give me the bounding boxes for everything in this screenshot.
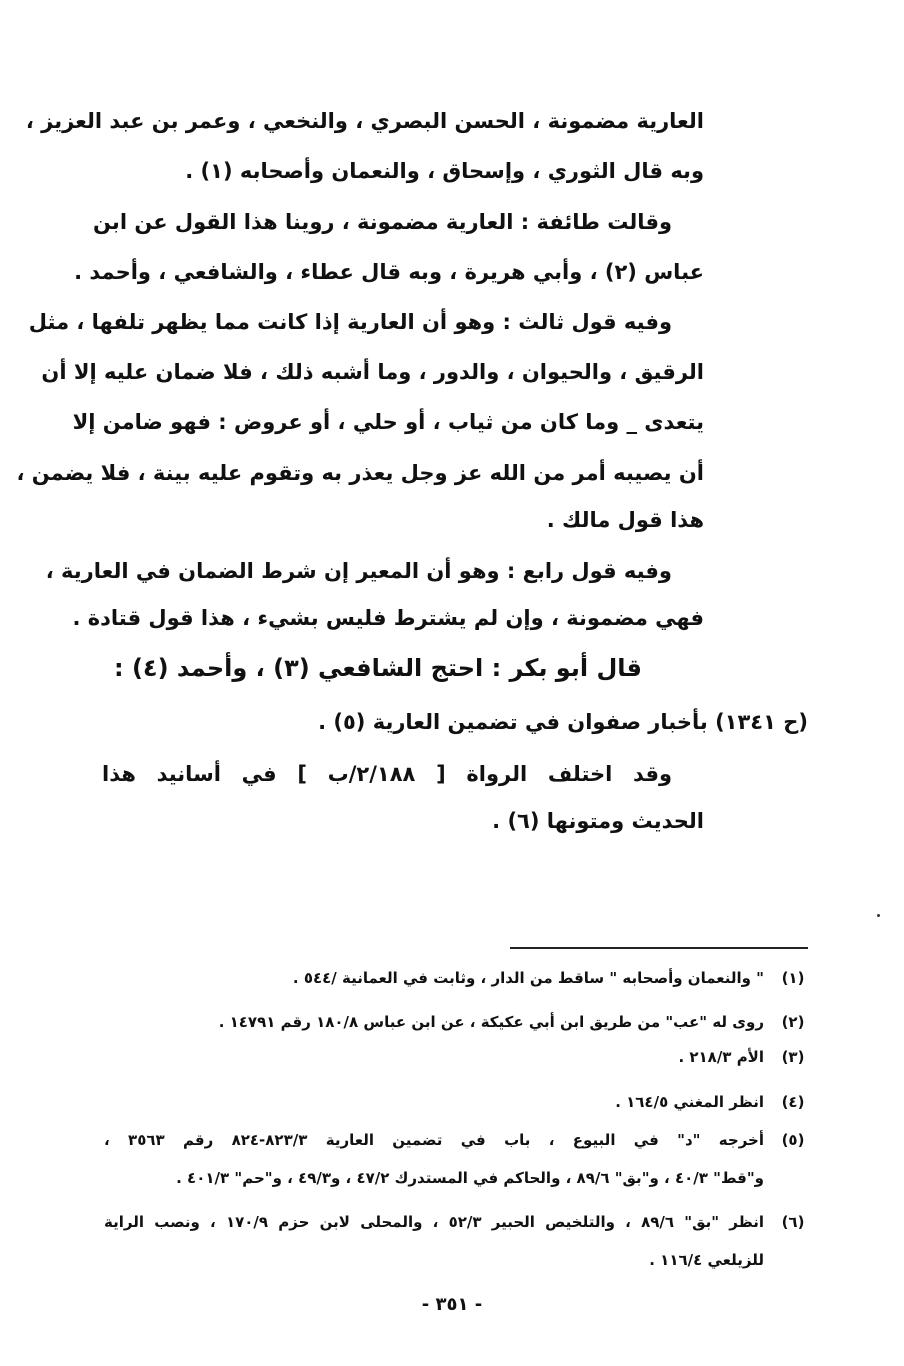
body-line-2: وبه قال الثوري ، وإسحاق ، والنعمان وأصحابه (١) . [185,159,704,183]
body-line-1: العارية مضمونة ، الحسن البصري ، والنخعي ، وعمر بن عبد العزيز ، [25,109,704,133]
hadith-reference: (ح ١٣٤١) بأخبار صفوان في تضمين العارية (٥) . [318,710,808,734]
footnote-number: (٣) [781,1048,805,1066]
page-number: - ٣٥١ - [421,1294,483,1315]
footnote-number: (١) [781,969,805,987]
footnote-5 [0,1128,904,1192]
footnote-number: (٦) [781,1213,805,1231]
body-line-11: فهي مضمونة ، وإن لم يشترط فليس بشيء ، هذا قول قتادة . [72,606,704,630]
body-line-4: عباس (٢) ، وأبي هريرة ، وبه قال عطاء ، والشافعي ، وأحمد . [74,260,704,284]
footnote-number: (٢) [781,1013,805,1031]
body-line-8: أن يصيبه أمر من الله عز وجل يعذر به وتقوم عليه بينة ، فلا يضمن ، [16,461,704,485]
footnote-6 [0,1210,904,1274]
footnote-separator [510,947,808,949]
footnote-text: روى له "عب" من طريق ابن أبي عكيكة ، عن ابن عباس ١٨٠/٨ رقم ١٤٧٩١ . [218,1013,764,1031]
body-line-14: وقد اختلف الرواة [ ٢/١٨٨/ب ] في أسانيد هذا [102,762,672,786]
body-line-7: يتعدى _ وما كان من ثياب ، أو حلي ، أو عروض : فهو ضامن إلا [72,410,704,434]
body-line-9: هذا قول مالك . [546,508,704,532]
footnote-text-line-1: انظر "بق" ٨٩/٦ ، والتلخيص الحبير ٥٢/٣ ، والمحلى لابن حزم ١٧٠/٩ ، ونصب الراية [104,1213,764,1231]
footnote-text: انظر المغني ١٦٤/٥ . [615,1093,764,1111]
body-line-3: وقالت طائفة : العارية مضمونة ، روينا هذا القول عن ابن [93,210,672,234]
body-line-10: وفيه قول رابع : وهو أن المعير إن شرط الضمان في العارية ، [45,559,672,583]
footnote-text: الأم ٢١٨/٣ . [678,1048,764,1066]
scan-speck [877,914,880,917]
footnote-text-line-2: للزيلعي ١١٦/٤ . [649,1251,764,1269]
footnote-text-line-1: أخرجه "د" في البيوع ، باب في تضمين العارية ٨٢٣/٣-٨٢٤ رقم ٣٥٦٣ ، [104,1131,764,1149]
footnote-text: " والنعمان وأصحابه " ساقط من الدار ، وثابت في العمانية /٥٤٤ . [292,969,764,987]
footnote-text-line-2: و"قط" ٤٠/٣ ، و"بق" ٨٩/٦ ، والحاكم في المستدرك ٤٧/٢ ، و٤٩/٣ ، و"حم" ٤٠١/٣ . [176,1169,764,1187]
body-line-15: الحديث ومتونها (٦) . [492,809,704,833]
body-line-6: الرقيق ، والحيوان ، والدور ، وما أشبه ذلك ، فلا ضمان عليه إلا أن [41,360,704,384]
footnote-number: (٥) [781,1131,805,1149]
footnote-number: (٤) [781,1093,805,1111]
body-line-5: وفيه قول ثالث : وهو أن العارية إذا كانت مما يظهر تلفها ، مثل [28,310,672,334]
section-heading: قال أبو بكر : احتج الشافعي (٣) ، وأحمد (٤) : [113,654,642,682]
